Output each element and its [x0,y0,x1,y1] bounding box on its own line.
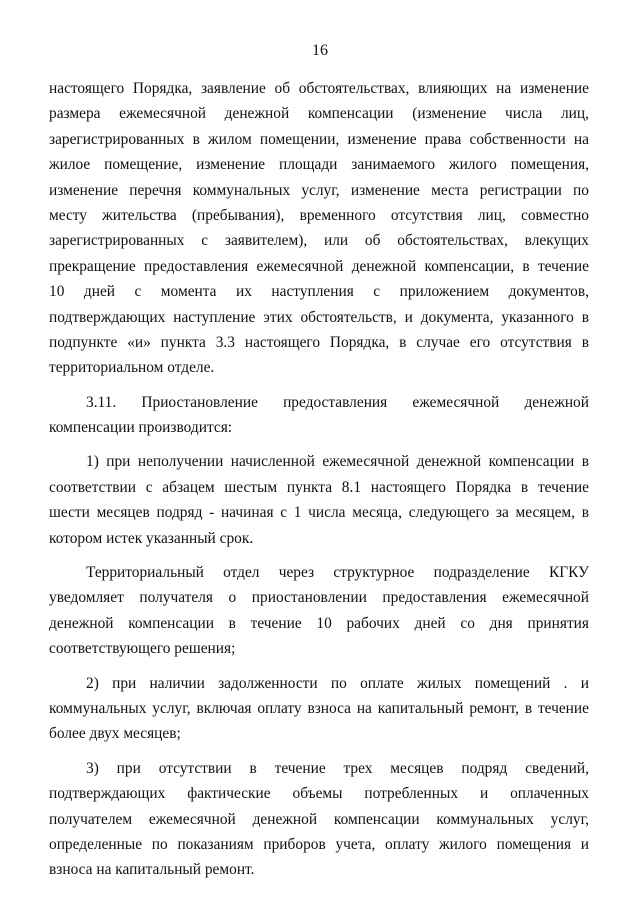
paragraph-spacing [49,747,589,756]
text-line: зарегистрированных с заявителем), или об обстоятельствах, влекущих [49,232,589,250]
text-line: коммунальных услуг, включая оплату взноса на капитальный ремонт, в течение [49,699,589,717]
paragraph-spacing [49,551,589,560]
text-line: жилое помещение, изменение площади занимаемого жилого помещения, [49,156,589,174]
text-line: уведомляет получателя о приостановлении предоставления ежемесячной [49,589,589,607]
paragraph-spacing [49,381,589,390]
text-line: шести месяцев подряд - начиная с 1 числа месяца, следующего за месяцем, в [49,504,589,522]
text-line: соответствующего решения; [49,640,236,658]
text-line: прекращение предоставления ежемесячной денежной компенсации, в течение [49,257,589,275]
page-number: 16 [312,42,328,59]
text-line: 3) при отсутствии в течение трех месяцев подряд сведений, [86,759,589,777]
text-line: взноса на капитальный ремонт. [49,861,255,879]
text-line: денежной компенсации в течение 10 рабочих дней со дня принятия [49,614,589,632]
text-line: месту жительства (пребывания), временного отсутствия лиц, совместно [49,206,589,224]
text-line: изменение перечня коммунальных услуг, изменение места регистрации по [49,181,589,199]
text-line: зарегистрированных в жилом помещении, изменение права собственности на [49,130,589,148]
text-line: 1) при неполучении начисленной ежемесячной денежной компенсации в [86,453,589,471]
text-line: настоящего Порядка, заявление об обстоятельствах, влияющих на изменение [49,80,589,97]
text-line: подпункте «и» пункта 3.3 настоящего Порядка, в случае его отсутствия в [49,333,589,351]
text-line: компенсации производится: [49,419,233,437]
document-body [49,76,589,883]
text-line: размера ежемесячной денежной компенсации (изменение числа лиц, [49,105,589,123]
paragraph-spacing [49,662,589,671]
text-line: подтверждающих фактические объемы потребленных и оплаченных [49,785,589,803]
text-line: соответствии с абзацем шестым пункта 8.1 настоящего Порядка в течение [49,478,589,496]
text-line: подтверждающих наступление этих обстоятельств, и документа, указанного в [49,308,589,326]
text-line: получателем ежемесячной денежной компенсации коммунальных услуг, [49,810,589,828]
paragraph-spacing [49,440,589,449]
text-line: территориальном отделе. [49,359,215,377]
text-line: определенные по показаниям приборов учета, оплату жилого помещения и [49,835,589,853]
text-line: 10 дней с момента их наступления с приложением документов, [49,283,589,301]
text-line: более двух месяцев; [49,725,181,743]
text-line: 2) при наличии задолженности по оплате жилых помещений . и [86,674,589,692]
text-line: котором истек указанный срок. [49,529,254,547]
text-line: Территориальный отдел через структурное подразделение КГКУ [86,564,589,582]
text-line: 3.11. Приостановление предоставления ежемесячной денежной [86,393,589,411]
